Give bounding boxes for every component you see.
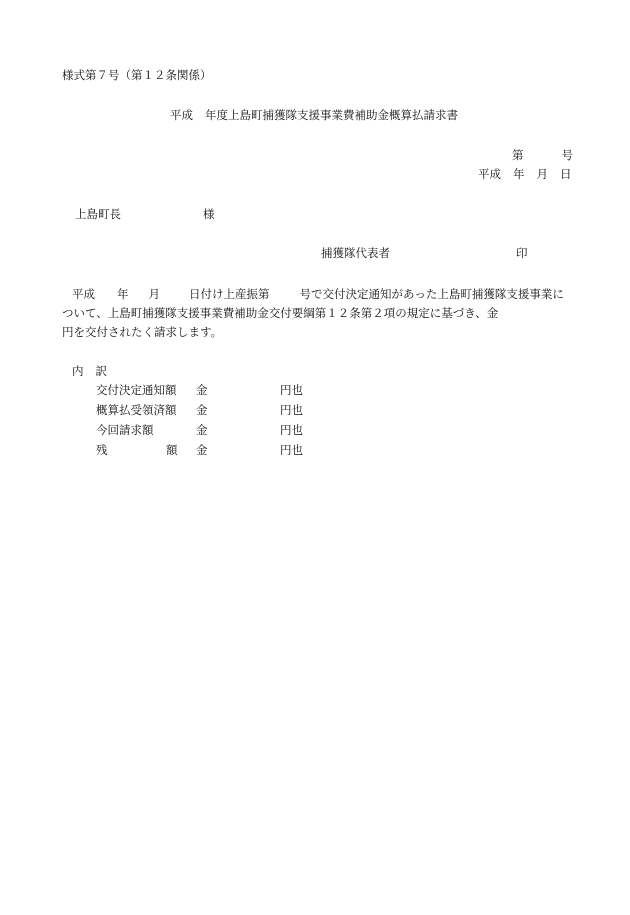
breakdown-row-label-a: 残 [96,443,108,457]
breakdown-row [96,425,303,437]
breakdown-row [96,385,303,397]
number-prefix: 第 [512,148,524,162]
addressee-honorific: 様 [203,207,215,221]
document-number-line [512,150,573,162]
body-text-line-2: ついて、上島町捕獲隊支援事業費補助金交付要綱第１２条第２項の規定に基づき、金 [62,306,499,320]
body-date-ref: 日付け上産振第 [189,287,270,301]
document-title [170,110,458,122]
breakdown-row-label: 交付決定通知額 [96,383,177,397]
body-year: 年 [117,287,129,301]
addressee-line [75,209,215,221]
date-month: 月 [536,167,548,181]
addressee-name: 上島町長 [75,207,121,221]
number-suffix: 号 [561,148,573,162]
breakdown-heading [72,366,107,378]
body-month: 月 [148,287,160,301]
body-text-line-1 [72,289,564,301]
representative-line [321,248,528,260]
breakdown-row-unit: 円也 [280,443,303,457]
breakdown-row-kin: 金 [196,423,208,437]
breakdown-row-unit: 円也 [280,403,303,417]
breakdown-row [96,445,303,457]
body-continuation: 号で交付決定通知があった上島町捕獲隊支援事業に [299,287,564,301]
breakdown-row-kin: 金 [196,383,208,397]
breakdown-row [96,405,303,417]
breakdown-row-label [96,445,196,457]
breakdown-row-unit: 円也 [280,383,303,397]
document-date-line [478,169,572,181]
representative-label: 捕獲隊代表者 [321,246,390,260]
date-era: 平成 [478,167,501,181]
title-era: 平成 [170,108,193,122]
form-number-label: 様式第７号（第１２条関係） [62,68,212,82]
body-era: 平成 [72,287,95,301]
breakdown-row-label: 今回請求額 [96,423,154,437]
breakdown-heading-right: 訳 [95,364,107,378]
date-day: 日 [560,167,572,181]
body-text-line-3: 円を交付されたく請求します。 [62,325,223,339]
breakdown-row-label: 概算払受領済額 [96,403,177,417]
breakdown-row-label-b: 額 [166,443,178,457]
breakdown-heading-left: 内 [72,364,84,378]
seal-mark: 印 [516,246,528,260]
title-text: 年度上島町捕獲隊支援事業費補助金概算払請求書 [205,108,458,122]
date-year: 年 [513,167,525,181]
breakdown-row-unit: 円也 [280,423,303,437]
breakdown-row-kin: 金 [196,403,208,417]
breakdown-row-kin: 金 [196,443,208,457]
